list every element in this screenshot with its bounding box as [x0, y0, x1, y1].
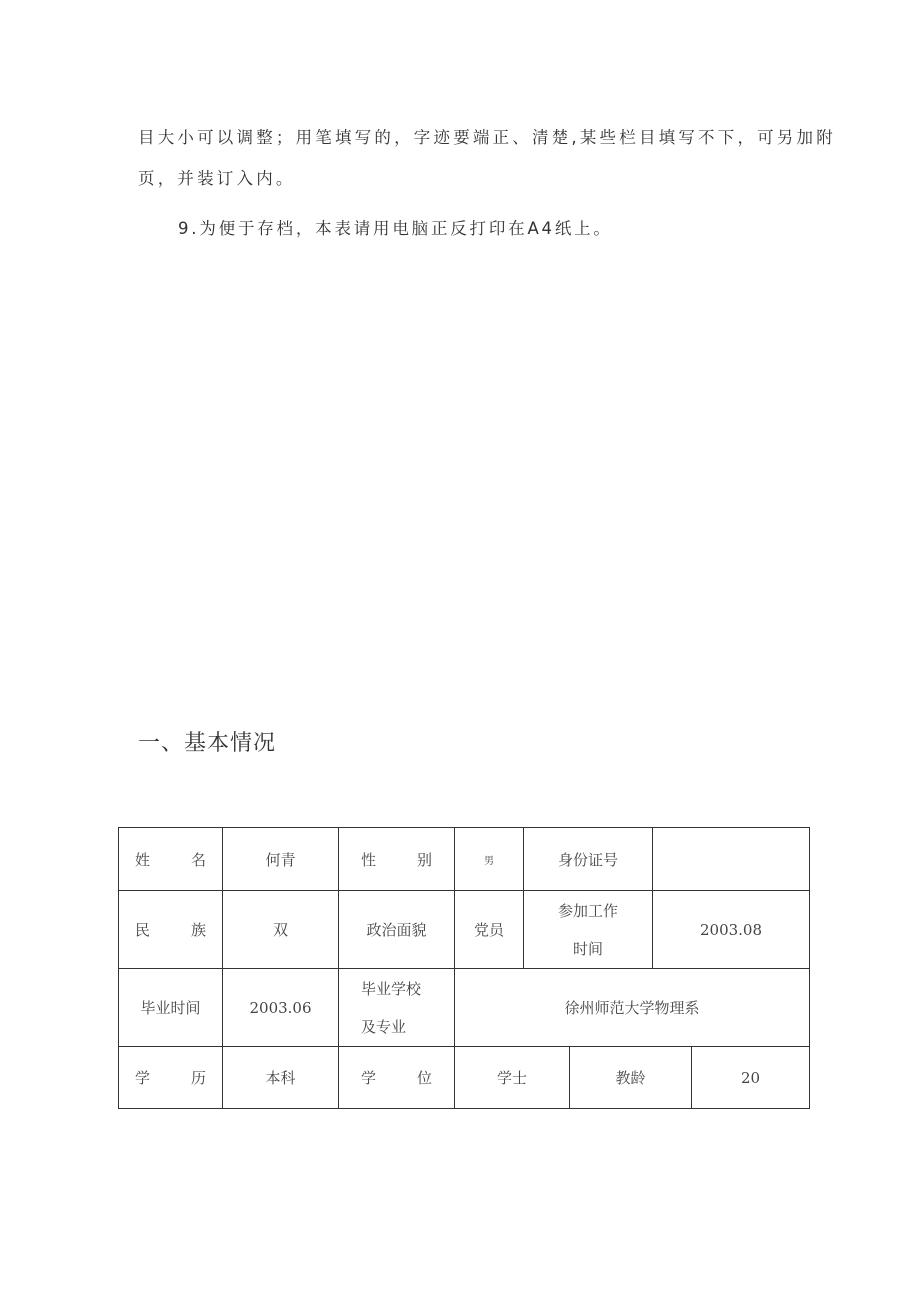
- grad-time-value: 2003.06: [223, 969, 339, 1047]
- education-label-cell: 学 历: [119, 1047, 223, 1109]
- basic-info-table: [118, 827, 810, 1109]
- ethnic-value: 双: [223, 891, 339, 969]
- table-row: [119, 1047, 810, 1109]
- id-value: [653, 828, 810, 891]
- gender-value: 男: [455, 828, 524, 891]
- ethnic-label-cell: 民 族: [119, 891, 223, 969]
- instruction-line-1: 目大小可以调整；用笔填写的，字迹要端正、清楚,某些栏目填写不下，可另加附: [138, 128, 836, 147]
- degree-label-cell: 学 位: [339, 1047, 455, 1109]
- political-label: 政治面貌: [339, 891, 455, 969]
- id-label: 身份证号: [524, 828, 653, 891]
- education-value: 本科: [223, 1047, 339, 1109]
- work-start-label: 参加工作 时间: [524, 891, 653, 969]
- work-start-value: 2003.08: [653, 891, 810, 969]
- political-value: 党员: [455, 891, 524, 969]
- table-row: [119, 891, 810, 969]
- name-label-cell: 姓 名: [119, 828, 223, 891]
- table-row: [119, 969, 810, 1047]
- teaching-years-label: 教龄: [570, 1047, 692, 1109]
- instruction-item-9: 9.为便于存档，本表请用电脑正反打印在A4纸上。: [178, 219, 613, 238]
- instruction-line-2: 页，并装订入内。: [138, 169, 296, 188]
- degree-value: 学士: [455, 1047, 570, 1109]
- table-row: [119, 828, 810, 891]
- section-title: 一、基本情况: [138, 731, 277, 756]
- name-value: 何青: [223, 828, 339, 891]
- school-value: 徐州师范大学物理系: [455, 969, 810, 1047]
- gender-label-cell: 性 别: [339, 828, 455, 891]
- teaching-years-value: 20: [692, 1047, 810, 1109]
- school-label: 毕业学校 及专业: [339, 969, 455, 1047]
- grad-time-label: 毕业时间: [119, 969, 223, 1047]
